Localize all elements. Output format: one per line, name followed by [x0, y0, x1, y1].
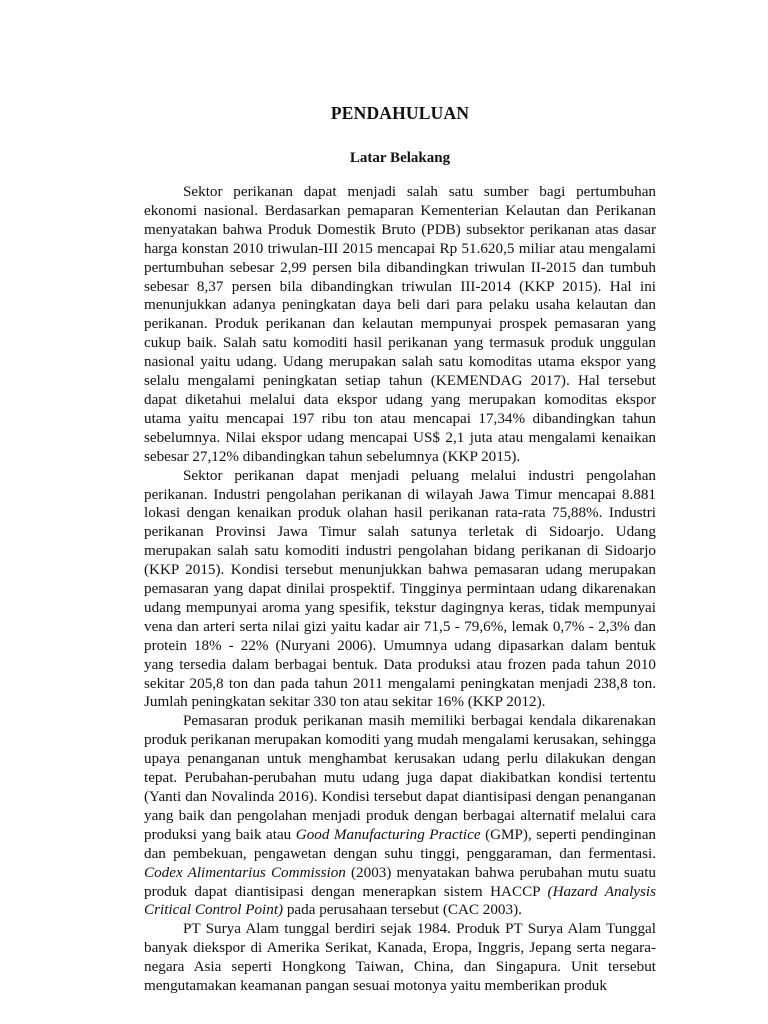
paragraph-3: [144, 712, 656, 920]
text-run: Pemasaran produk perikanan masih memiliki berbagai kendala dikarenakan produk perikanan merupakan komoditi yang mudah mengalami kerusakan, sehingga upaya penanganan untuk menghambat kerusakan udang perlu dilakukan dengan tepat. Perubahan-perubahan mutu udang juga dapat diakibatkan kondisi tertentu (Yanti dan Novalinda 2016). Kondisi tersebut dapat diantisipasi dengan penanganan yang baik dan pengolahan menjadi produk dengan berbagai alternatif melalui cara produksi yang baik atau: [144, 712, 656, 843]
italic-term: (Hazard Analysis Critical Control Point): [144, 882, 656, 919]
italic-term: Good Manufacturing Practice: [295, 825, 481, 843]
text-run: pada perusahaan tersebut (CAC 2003).: [283, 901, 522, 919]
text-run: (GMP), seperti pendinginan dan pembekuan, pengawetan dengan suhu tinggi, penggaraman, dan fermentasi.: [144, 825, 656, 862]
body-text: [144, 183, 656, 996]
section-subtitle: Latar Belakang: [349, 150, 451, 166]
text-run: PT Surya Alam tunggal berdiri sejak 1984. Produk PT Surya Alam Tunggal banyak diekspor di Amerika Serikat, Kanada, Eropa, Inggris, Jepang serta negara-negara Asia seperti Hongkong Taiwan, China, dan Singapura. Unit tersebut mengutamakan keamanan pangan sesuai motonya yaitu memberikan produk: [144, 920, 656, 995]
page-title: PENDAHULUAN: [330, 103, 470, 123]
paragraph-1: [144, 183, 656, 467]
document-page: [144, 0, 656, 1024]
paragraph-2: [144, 467, 656, 713]
paragraph-4: [144, 920, 656, 996]
text-run: Sektor perikanan dapat menjadi salah satu sumber bagi pertumbuhan ekonomi nasional. Berdasarkan pemaparan Kementerian Kelautan dan Perikanan menyatakan bahwa Produk Domestik Bruto (PDB) subsektor perikanan atas dasar harga konstan 2010 triwulan-III 2015 mencapai Rp 51.620,5 miliar atau mengalami pertumbuhan sebesar 2,99 persen bila dibandingkan triwulan II-2015 dan tumbuh sebesar 8,37 persen bila dibandingkan triwulan III-2014 (KKP 2015). Hal ini menunjukkan adanya peningkatan daya beli dari para pelaku usaha kelautan dan perikanan. Produk perikanan dan kelautan mempunyai prospek pemasaran yang cukup baik. Salah satu komoditi hasil perikanan yang termasuk produk unggulan nasional yaitu udang. Udang merupakan salah satu komoditas utama ekspor yang selalu mengalami peningkatan setiap tahun (KEMENDAG 2017). Hal tersebut dapat diketahui melalui data ekspor udang yang merupakan komoditas ekspor utama yaitu mencapai 197 ribu ton atau mencapai 17,34% dibandingkan tahun sebelumnya. Nilai ekspor udang mencapai US$ 2,1 juta atau mengalami kenaikan sebesar 27,12% dibandingkan tahun sebelumnya (KKP 2015).: [144, 183, 656, 465]
text-run: Sektor perikanan dapat menjadi peluang melalui industri pengolahan perikanan. Industri pengolahan perikanan di wilayah Jawa Timur mencapai 8.881 lokasi dengan kenaikan produk olahan hasil perikanan rata-rata 75,88%. Industri perikanan Provinsi Jawa Timur salah satunya terletak di Sidoarjo. Udang merupakan salah satu komoditi industri pengolahan bidang perikanan di Sidoarjo (KKP 2015). Kondisi tersebut menunjukkan bahwa pemasaran udang merupakan pemasaran yang dapat dinilai prospektif. Tingginya permintaan udang dikarenakan udang mempunyai aroma yang spesifik, tekstur dagingnya keras, tidak mempunyai vena dan arteri serta nilai gizi yaitu kadar air 71,5 - 79,6%, lemak 0,7% - 2,3% dan protein 18% - 22% (Nuryani 2006). Umumnya udang dipasarkan dalam bentuk yang tersedia dalam berbagai bentuk. Data produksi atau frozen pada tahun 2010 sekitar 205,8 ton dan pada tahun 2011 mengalami peningkatan menjadi 238,8 ton. Jumlah peningkatan sekitar 330 ton atau sekitar 16% (KKP 2012).: [144, 466, 656, 711]
italic-term: Codex Alimentarius Commission: [144, 863, 346, 881]
text-run: (2003) menyatakan bahwa perubahan mutu suatu produk dapat diantisipasi dengan menerapkan sistem HACCP: [144, 863, 657, 900]
